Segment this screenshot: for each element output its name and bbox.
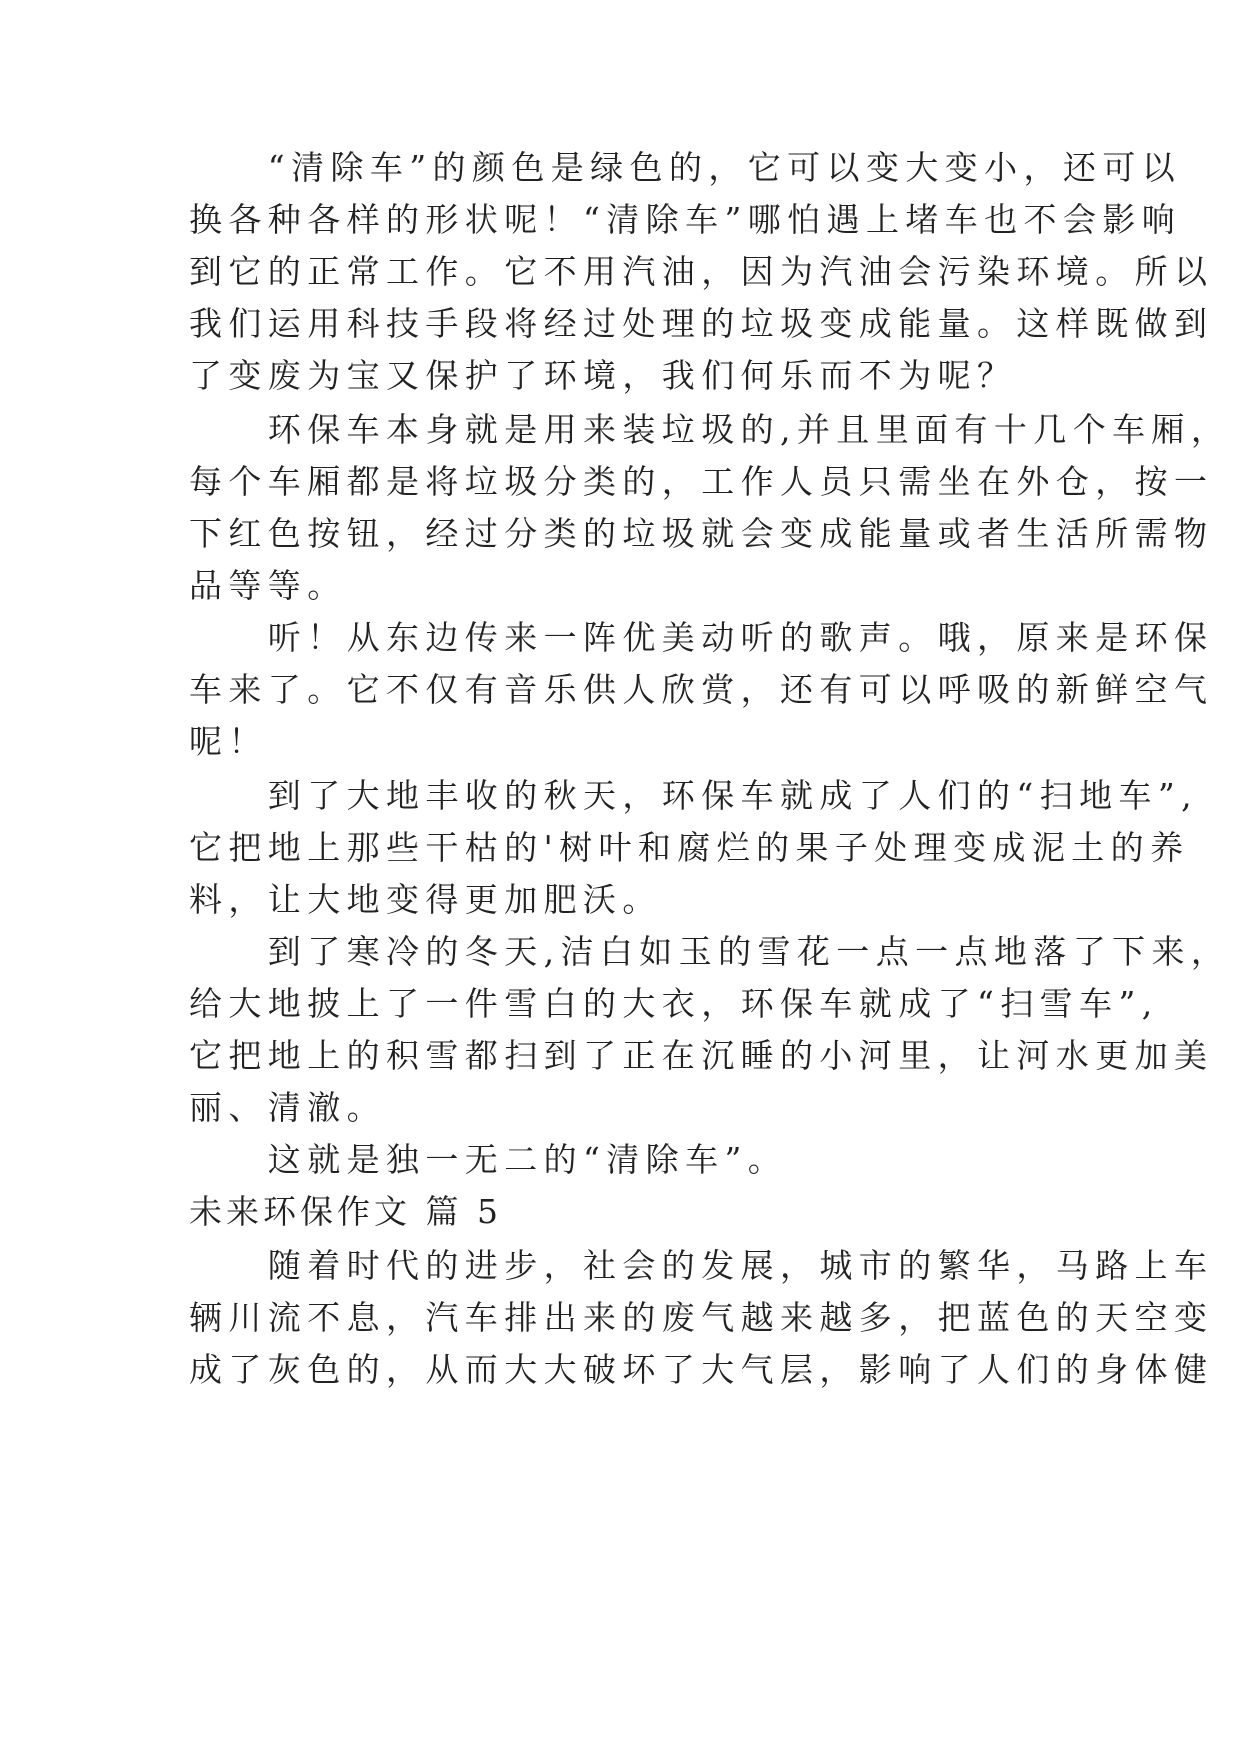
text-line: 到了寒冷的冬天,洁白如玉的雪花一点一点地落了下来， [189,932,1231,971]
text-line: 料，让大地变得更加肥沃。 [189,880,662,919]
text-line: 它把地上那些干枯的'树叶和腐烂的果子处理变成泥土的养 [189,828,1190,867]
text-line: 听！从东边传来一阵优美动听的歌声。哦，原来是环保 [189,618,1214,657]
text-line: 辆川流不息，汽车排出来的废气越来越多，把蓝色的天空变 [189,1298,1214,1337]
text-line: 这就是独一无二的“清除车”。 [189,1140,788,1179]
section-heading: 未来环保作文 篇 5 [189,1192,502,1231]
text-line: 给大地披上了一件雪白的大衣，环保车就成了“扫雪车”, [189,984,1159,1023]
text-line: 每个车厢都是将垃圾分类的，工作人员只需坐在外仓，按一 [189,462,1214,501]
text-line: 丽、清澈。 [189,1088,386,1127]
text-line: 到了大地丰收的秋天，环保车就成了人们的“扫地车”, [189,776,1199,815]
text-line: 了变废为宝又保护了环境，我们何乐而不为呢？ [189,356,1017,395]
text-line: 下红色按钮，经过分类的垃圾就会变成能量或者生活所需物 [189,514,1214,553]
text-line: 环保车本身就是用来装垃圾的,并且里面有十几个车厢， [189,410,1231,449]
text-line: 到它的正常工作。它不用汽油，因为汽油会污染环境。所以 [189,252,1214,291]
text-line: 品等等。 [189,566,347,605]
text-line: 换各种各样的形状呢！“清除车”哪怕遇上堵车也不会影响 [189,200,1182,239]
text-line: 呢！ [189,722,268,761]
text-line: 随着时代的进步，社会的发展，城市的繁华，马路上车 [189,1246,1214,1285]
text-line: 车来了。它不仅有音乐供人欣赏，还有可以呼吸的新鲜空气 [189,670,1214,709]
text-line: 它把地上的积雪都扫到了正在沉睡的小河里，让河水更加美 [189,1036,1214,1075]
text-line: 我们运用科技手段将经过处理的垃圾变成能量。这样既做到 [189,304,1214,343]
text-line: 成了灰色的，从而大大破坏了大气层，影响了人们的身体健 [189,1350,1214,1389]
text-line: “清除车”的颜色是绿色的，它可以变大变小，还可以 [189,148,1182,187]
